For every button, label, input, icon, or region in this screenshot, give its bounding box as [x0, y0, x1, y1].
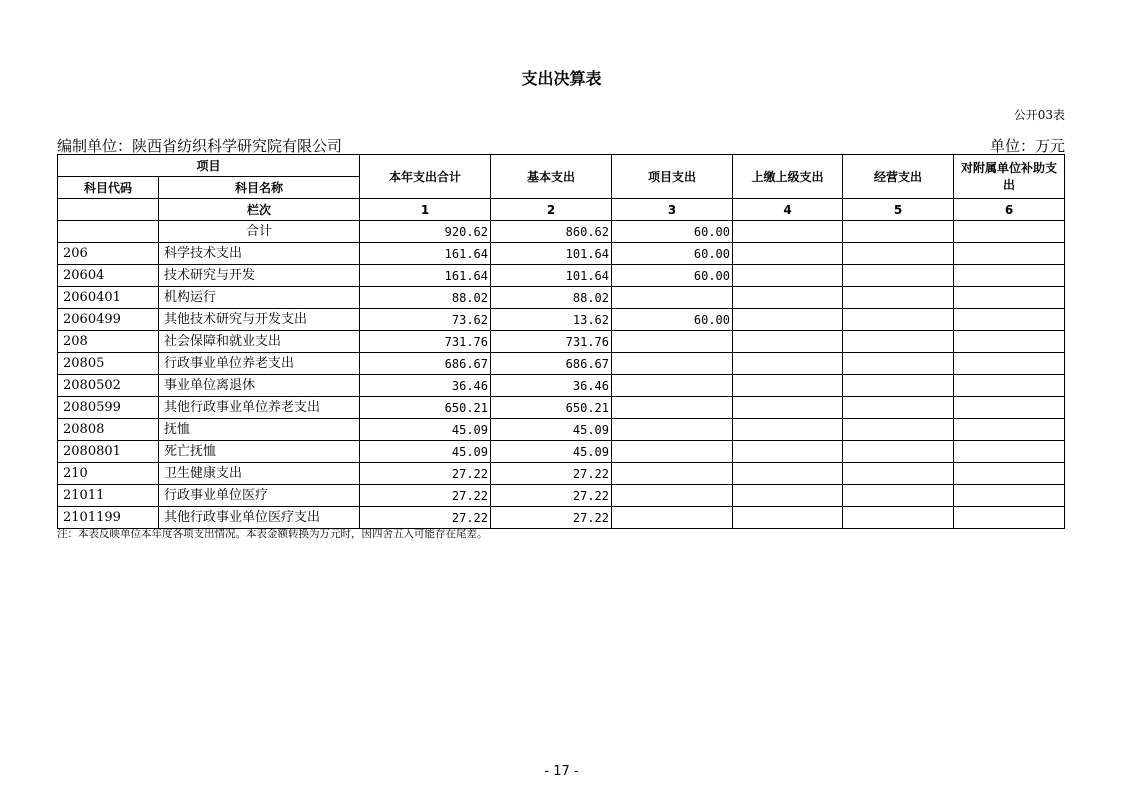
subject-code-cell: 2080502 [58, 375, 159, 397]
table-row [58, 287, 1065, 309]
header-subsidiary-subsidy: 对附属单位补助支出 [954, 155, 1065, 199]
total-row [58, 221, 1065, 243]
remit-superior-cell [733, 507, 843, 529]
total-expenditure-cell: 45.09 [360, 441, 491, 463]
total-label: 合计 [159, 221, 360, 243]
total-expenditure-cell: 161.64 [360, 265, 491, 287]
project-expenditure-cell [612, 353, 733, 375]
header-total-expenditure: 本年支出合计 [360, 155, 491, 199]
subject-code-cell: 21011 [58, 485, 159, 507]
project-expenditure-cell [612, 507, 733, 529]
project-expenditure-cell [612, 375, 733, 397]
subject-code-cell: 20805 [58, 353, 159, 375]
project-expenditure-cell [612, 485, 733, 507]
subsidiary-subsidy-cell [954, 331, 1065, 353]
subsidiary-subsidy-cell [954, 441, 1065, 463]
subject-name-cell: 其他技术研究与开发支出 [159, 309, 360, 331]
remit-superior-cell [733, 463, 843, 485]
subject-code-cell: 208 [58, 331, 159, 353]
operating-expenditure-cell [843, 353, 954, 375]
subsidiary-subsidy-cell [954, 507, 1065, 529]
table-row [58, 265, 1065, 287]
subsidiary-subsidy-cell [954, 485, 1065, 507]
operating-expenditure-cell [843, 331, 954, 353]
subsidiary-subsidy-cell [954, 243, 1065, 265]
unit-label: 单位：万元 [989, 137, 1065, 155]
form-number: 公开03表 [1013, 108, 1065, 122]
project-expenditure-cell [612, 397, 733, 419]
operating-expenditure-cell [843, 397, 954, 419]
total-expenditure-cell: 27.22 [360, 485, 491, 507]
subsidiary-subsidy-cell [954, 265, 1065, 287]
operating-expenditure-cell [843, 243, 954, 265]
remit-superior-cell [733, 419, 843, 441]
table-row [58, 441, 1065, 463]
subsidiary-subsidy-cell [954, 375, 1065, 397]
basic-expenditure-cell: 13.62 [491, 309, 612, 331]
total-expenditure-cell: 45.09 [360, 419, 491, 441]
operating-expenditure-cell [843, 463, 954, 485]
basic-expenditure-cell: 101.64 [491, 265, 612, 287]
subject-name-cell: 抚恤 [159, 419, 360, 441]
subject-name-cell: 事业单位离退休 [159, 375, 360, 397]
total-expenditure-cell: 73.62 [360, 309, 491, 331]
operating-expenditure-cell [843, 419, 954, 441]
total-expenditure-cell: 88.02 [360, 287, 491, 309]
subject-name-cell: 其他行政事业单位医疗支出 [159, 507, 360, 529]
subject-name-cell: 卫生健康支出 [159, 463, 360, 485]
subject-code-cell: 20604 [58, 265, 159, 287]
operating-expenditure-cell [843, 287, 954, 309]
remit-superior-cell [733, 309, 843, 331]
subject-name-cell: 行政事业单位医疗 [159, 485, 360, 507]
total-expenditure-cell: 686.67 [360, 353, 491, 375]
basic-expenditure-cell: 45.09 [491, 419, 612, 441]
header-subject-code: 科目代码 [58, 177, 159, 199]
header-lanci: 栏次 [159, 199, 360, 221]
remit-superior-cell [733, 287, 843, 309]
basic-expenditure-cell: 731.76 [491, 331, 612, 353]
basic-expenditure-cell: 45.09 [491, 441, 612, 463]
subsidiary-subsidy-cell [954, 397, 1065, 419]
expenditure-table [57, 154, 1065, 529]
subject-name-cell: 行政事业单位养老支出 [159, 353, 360, 375]
table-row [58, 375, 1065, 397]
header-remit-superior: 上缴上级支出 [733, 155, 843, 199]
remit-superior-cell [733, 353, 843, 375]
subject-name-cell: 科学技术支出 [159, 243, 360, 265]
remit-superior-cell [733, 265, 843, 287]
table-row [58, 309, 1065, 331]
table-row [58, 463, 1065, 485]
project-expenditure-cell [612, 463, 733, 485]
total-c2: 860.62 [491, 221, 612, 243]
subsidiary-subsidy-cell [954, 353, 1065, 375]
header-basic-expenditure: 基本支出 [491, 155, 612, 199]
total-expenditure-cell: 650.21 [360, 397, 491, 419]
header-project-expenditure: 项目支出 [612, 155, 733, 199]
footnote: 注：本表反映单位本年度各项支出情况。本表金额转换为万元时，因四舍五入可能存在尾差。 [57, 528, 488, 540]
header-item: 项目 [58, 155, 360, 177]
subject-code-cell: 210 [58, 463, 159, 485]
operating-expenditure-cell [843, 441, 954, 463]
column-index-2: 2 [491, 199, 612, 221]
subject-code-cell: 2060499 [58, 309, 159, 331]
header-operating-expenditure: 经营支出 [843, 155, 954, 199]
project-expenditure-cell: 60.00 [612, 243, 733, 265]
project-expenditure-cell [612, 419, 733, 441]
operating-expenditure-cell [843, 507, 954, 529]
table-row [58, 419, 1065, 441]
subject-name-cell: 其他行政事业单位养老支出 [159, 397, 360, 419]
subject-code-cell: 20808 [58, 419, 159, 441]
remit-superior-cell [733, 243, 843, 265]
table-row [58, 243, 1065, 265]
operating-expenditure-cell [843, 375, 954, 397]
project-expenditure-cell: 60.00 [612, 265, 733, 287]
remit-superior-cell [733, 331, 843, 353]
basic-expenditure-cell: 101.64 [491, 243, 612, 265]
operating-expenditure-cell [843, 309, 954, 331]
basic-expenditure-cell: 36.46 [491, 375, 612, 397]
subject-name-cell: 机构运行 [159, 287, 360, 309]
subject-code-cell: 2080599 [58, 397, 159, 419]
column-index-3: 3 [612, 199, 733, 221]
column-index-6: 6 [954, 199, 1065, 221]
subject-code-cell: 2101199 [58, 507, 159, 529]
subsidiary-subsidy-cell [954, 419, 1065, 441]
organization-label: 编制单位：陕西省纺织科学研究院有限公司 [57, 137, 343, 155]
remit-superior-cell [733, 397, 843, 419]
column-index-1: 1 [360, 199, 491, 221]
operating-expenditure-cell [843, 265, 954, 287]
table-row [58, 397, 1065, 419]
total-expenditure-cell: 27.22 [360, 507, 491, 529]
total-expenditure-cell: 161.64 [360, 243, 491, 265]
total-expenditure-cell: 27.22 [360, 463, 491, 485]
subject-code-cell: 206 [58, 243, 159, 265]
basic-expenditure-cell: 88.02 [491, 287, 612, 309]
project-expenditure-cell [612, 287, 733, 309]
header-subject-name: 科目名称 [159, 177, 360, 199]
table-row [58, 331, 1065, 353]
subsidiary-subsidy-cell [954, 287, 1065, 309]
remit-superior-cell [733, 441, 843, 463]
total-c3: 60.00 [612, 221, 733, 243]
basic-expenditure-cell: 650.21 [491, 397, 612, 419]
project-expenditure-cell [612, 441, 733, 463]
subject-name-cell: 死亡抚恤 [159, 441, 360, 463]
operating-expenditure-cell [843, 485, 954, 507]
table-row [58, 485, 1065, 507]
subject-code-cell: 2060401 [58, 287, 159, 309]
project-expenditure-cell: 60.00 [612, 309, 733, 331]
remit-superior-cell [733, 485, 843, 507]
subject-name-cell: 社会保障和就业支出 [159, 331, 360, 353]
basic-expenditure-cell: 27.22 [491, 485, 612, 507]
total-expenditure-cell: 36.46 [360, 375, 491, 397]
column-index-5: 5 [843, 199, 954, 221]
subsidiary-subsidy-cell [954, 463, 1065, 485]
table-row [58, 353, 1065, 375]
remit-superior-cell [733, 375, 843, 397]
total-c1: 920.62 [360, 221, 491, 243]
basic-expenditure-cell: 686.67 [491, 353, 612, 375]
project-expenditure-cell [612, 331, 733, 353]
page-title: 支出决算表 [521, 69, 602, 88]
basic-expenditure-cell: 27.22 [491, 463, 612, 485]
subject-name-cell: 技术研究与开发 [159, 265, 360, 287]
subsidiary-subsidy-cell [954, 309, 1065, 331]
total-expenditure-cell: 731.76 [360, 331, 491, 353]
column-index-row [58, 199, 1065, 221]
subject-code-cell: 2080801 [58, 441, 159, 463]
basic-expenditure-cell: 27.22 [491, 507, 612, 529]
page-number: - 17 - [544, 764, 579, 779]
column-index-4: 4 [733, 199, 843, 221]
